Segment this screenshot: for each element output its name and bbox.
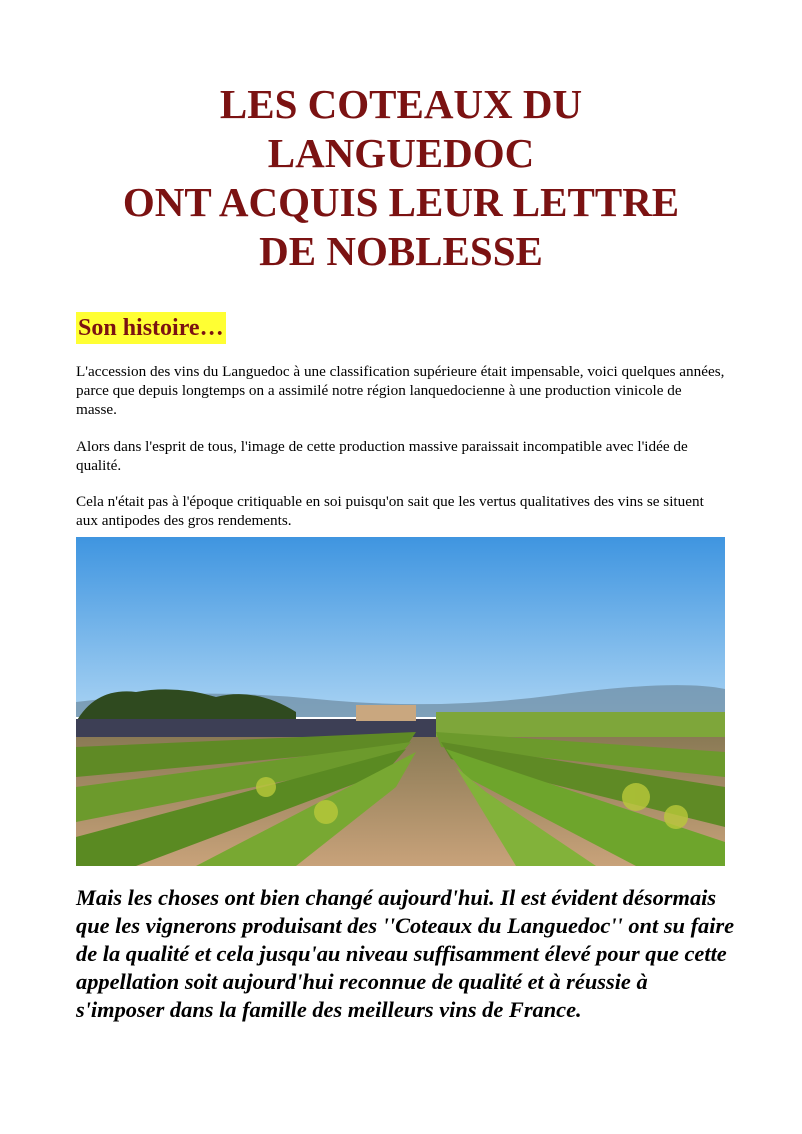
title-line-3: ONT ACQUIS LEUR LETTRE [122, 179, 680, 225]
closing-paragraph: Mais les choses ont bien changé aujourd'hui. Il est évident désormais que les vignerons produisant des ''Coteaux du Languedoc'' ont su faire de la qualité et cela jusqu'au niveau suffisamment élevé pour que cette appellation soit aujourd'hui reconnue de qualité et à réussie à s'imposer dans la famille des meilleurs vins de France. [76, 885, 735, 1022]
paragraph-3: Cela n'était pas à l'époque critiquable en soi puisqu'on sait que les vertus qualitatives des vins se situent aux antipodes des gros rendements. [76, 493, 704, 529]
section-heading: Son histoire… [76, 312, 226, 344]
paragraph-1: L'accession des vins du Languedoc à une classification supérieure était impensable, voici quelques années, parce que depuis longtemps on a assimilé notre région lanquedocienne à une production vinicole de masse. [76, 363, 725, 418]
vineyard-photo [76, 537, 725, 866]
buildings [356, 705, 416, 721]
paragraph-2: Alors dans l'esprit de tous, l'image de cette production massive paraissait incompatible avec l'idée de qualité. [76, 438, 688, 474]
page-title [60, 80, 742, 276]
title-line-4: DE NOBLESSE [259, 228, 543, 274]
title-line-1: LES COTEAUX DU [219, 81, 583, 127]
title-line-2: LANGUEDOC [267, 130, 535, 176]
